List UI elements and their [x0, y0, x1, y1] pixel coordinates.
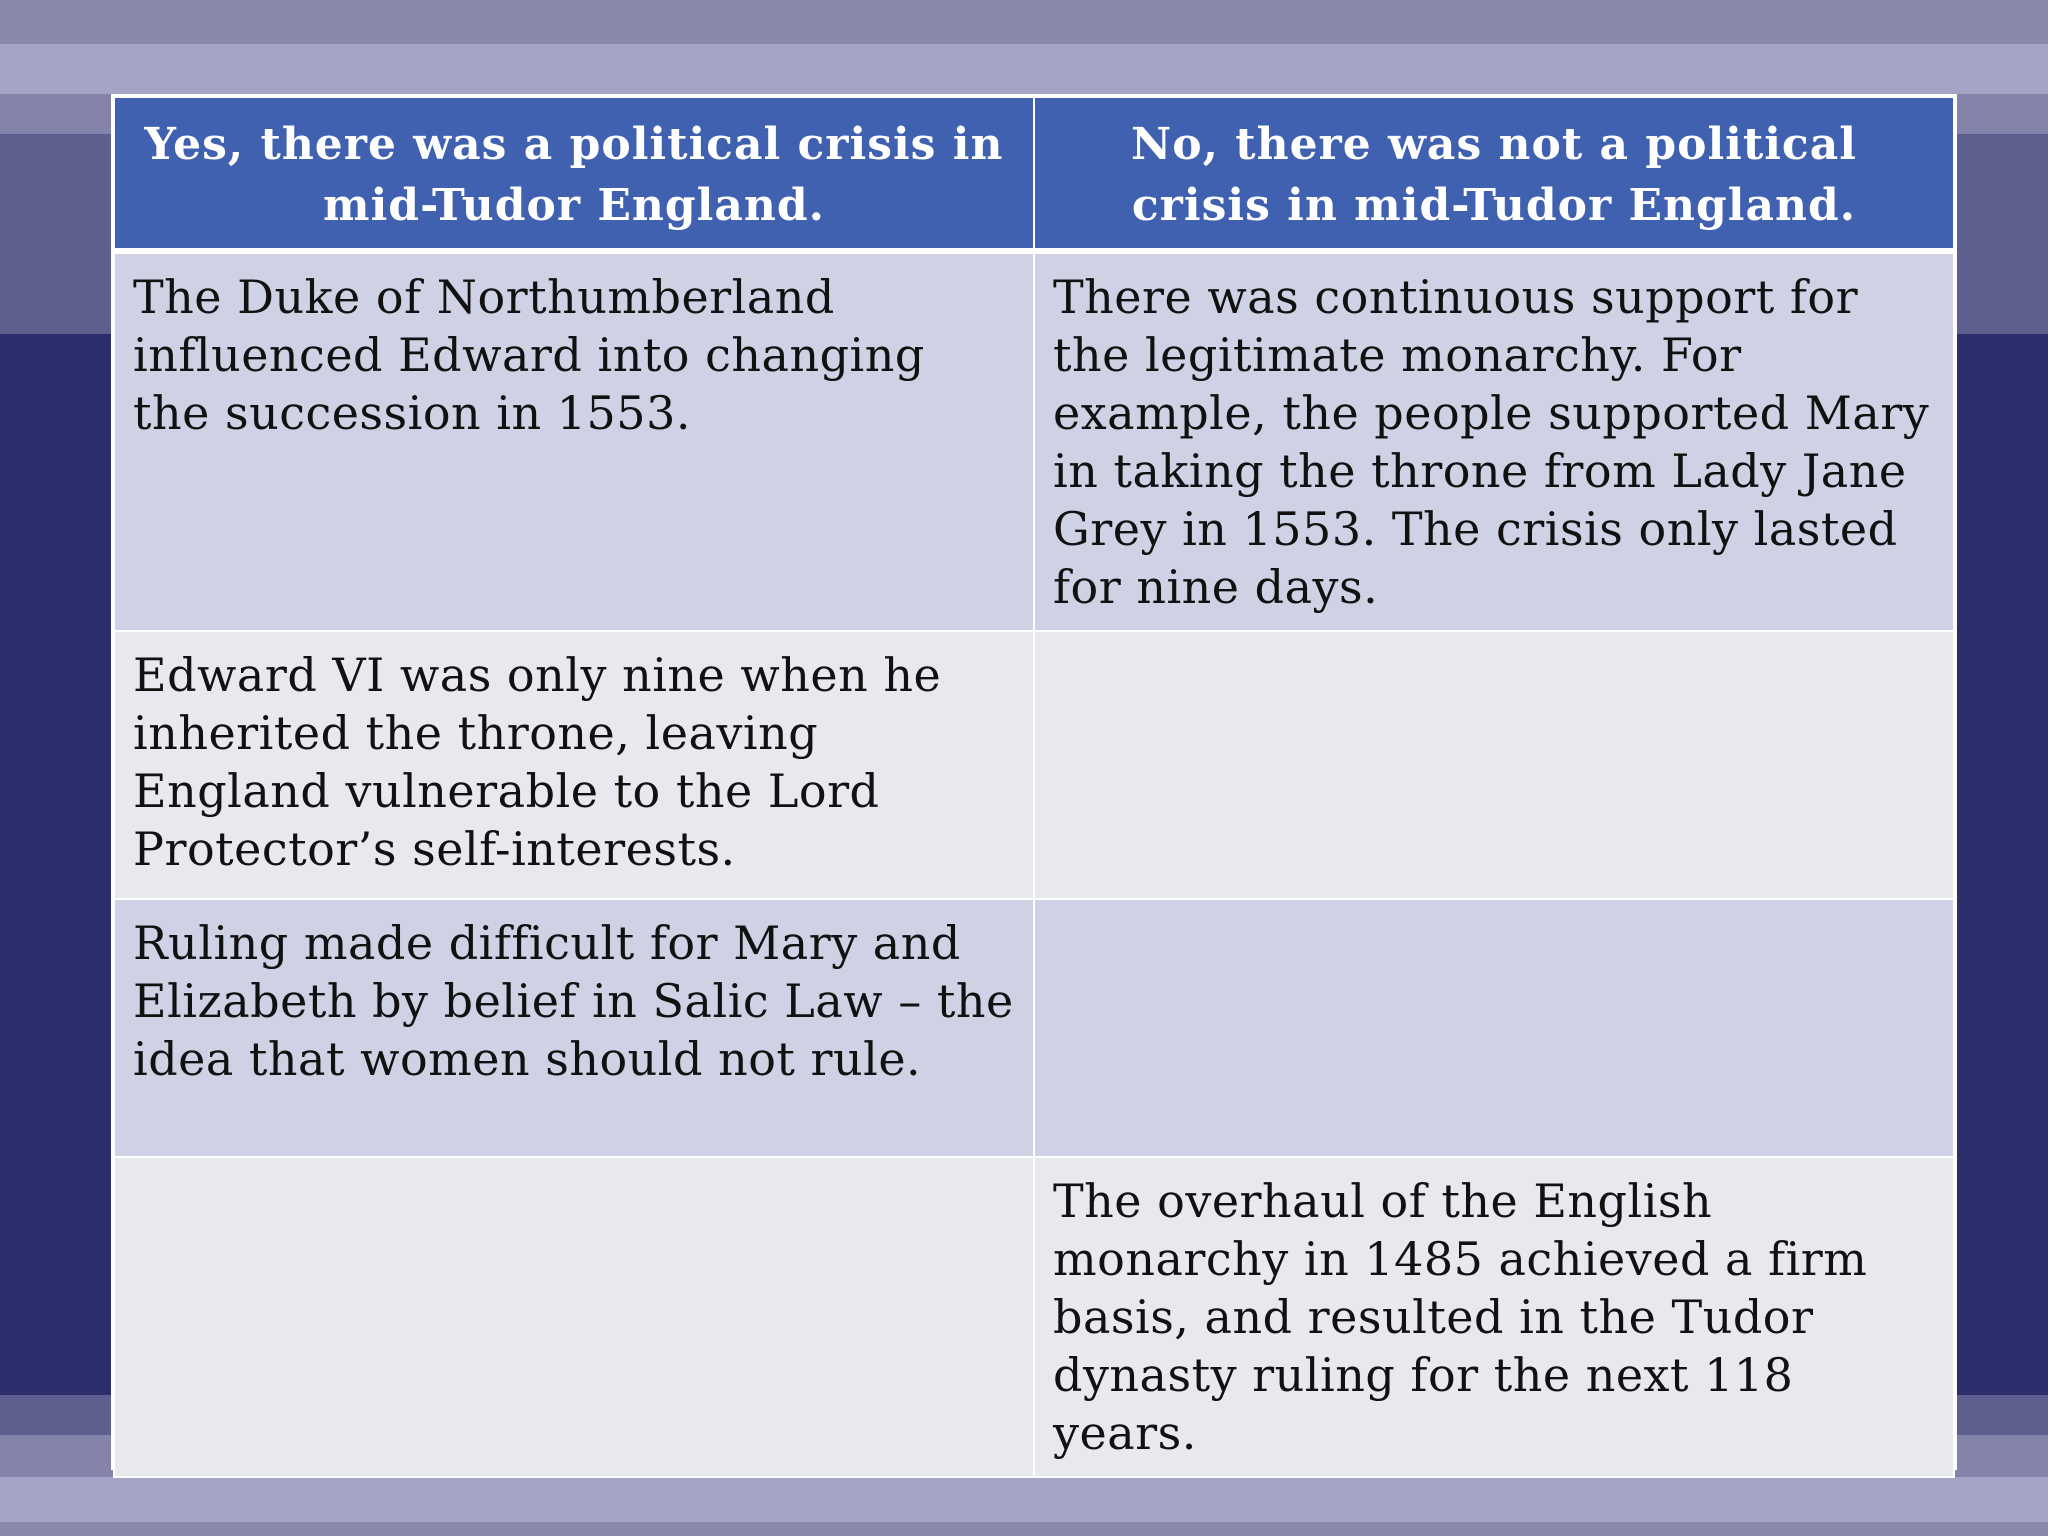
table-row: [114, 251, 1954, 631]
table-cell-yes: [114, 1157, 1034, 1477]
table-row: [114, 631, 1954, 899]
background-band: [0, 1477, 2048, 1522]
background-band: [0, 0, 2048, 44]
table-cell-no: The overhaul of the English monarchy in 1485 achieved a firm basis, and resulted in the Tudor dynasty ruling for the next 118 years.: [1034, 1157, 1954, 1477]
table-cell-no: [1034, 631, 1954, 899]
header-yes-crisis: Yes, there was a political crisis in mid-Tudor England.: [114, 97, 1034, 251]
table-cell-yes: The Duke of Northumberland influenced Edward into changing the succession in 1553.: [114, 251, 1034, 631]
comparison-table-container: [111, 94, 1957, 1470]
table-cell-yes: Ruling made difficult for Mary and Elizabeth by belief in Salic Law – the idea that women should not rule.: [114, 899, 1034, 1157]
background-band: [0, 44, 2048, 94]
table-row: [114, 899, 1954, 1157]
header-no-crisis: No, there was not a political crisis in mid-Tudor England.: [1034, 97, 1954, 251]
table-cell-no: There was continuous support for the legitimate monarchy. For example, the people supported Mary in taking the throne from Lady Jane Grey in 1553. The crisis only lasted for nine days.: [1034, 251, 1954, 631]
background-band: [0, 1522, 2048, 1536]
comparison-table: [113, 96, 1955, 1478]
table-cell-no: [1034, 899, 1954, 1157]
table-row: [114, 1157, 1954, 1477]
table-header-row: [114, 97, 1954, 251]
table-cell-yes: Edward VI was only nine when he inherited the throne, leaving England vulnerable to the Lord Protector’s self-interests.: [114, 631, 1034, 899]
